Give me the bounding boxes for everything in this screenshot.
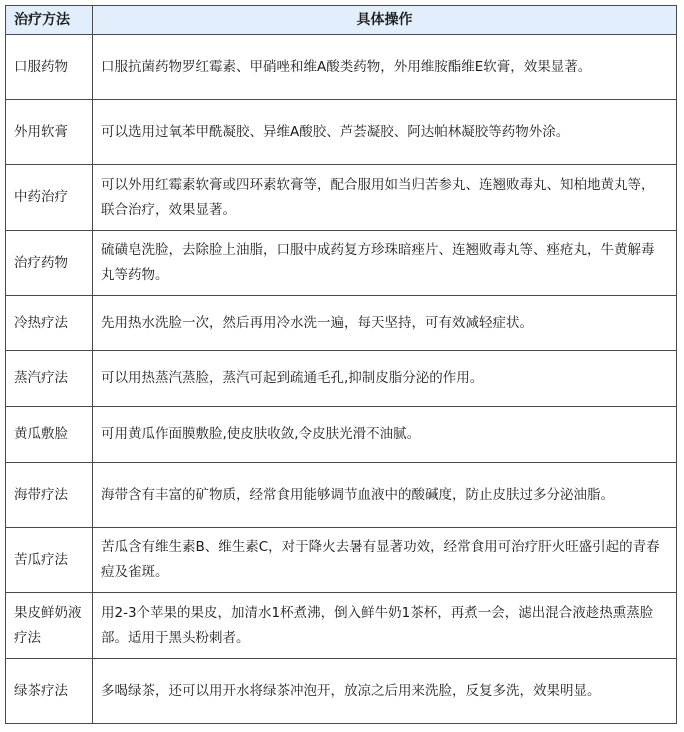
table-row — [6, 528, 677, 593]
table-row — [6, 100, 677, 165]
row-detail: 可以用热蒸汽蒸脸，蒸汽可起到疏通毛孔,抑制皮脂分泌的作用。 — [93, 351, 677, 407]
row-method: 冷热疗法 — [6, 296, 93, 351]
row-detail: 用2-3个苹果的果皮，加清水1杯煮沸，倒入鲜牛奶1茶杯，再煮一会，滤出混合液趁热熏蒸脸部。适用于黑头粉刺者。 — [93, 593, 677, 659]
row-method: 治疗药物 — [6, 231, 93, 296]
table-row — [6, 351, 677, 407]
row-detail: 可以选用过氧苯甲酰凝胶、异维A酸胶、芦荟凝胶、阿达帕林凝胶等药物外涂。 — [93, 100, 677, 165]
row-method: 黄瓜敷脸 — [6, 407, 93, 463]
row-method: 苦瓜疗法 — [6, 528, 93, 593]
row-detail: 硫磺皂洗脸，去除脸上油脂，口服中成药复方珍珠暗痤片、连翘败毒丸等、痤疮丸，牛黄解毒丸等药物。 — [93, 231, 677, 296]
table-row — [6, 231, 677, 296]
row-detail: 可用黄瓜作面膜敷脸,使皮肤收敛,令皮肤光滑不油腻。 — [93, 407, 677, 463]
header-method: 治疗方法 — [6, 6, 93, 35]
header-row — [6, 6, 677, 35]
row-detail: 先用热水洗脸一次，然后再用冷水洗一遍，每天坚持，可有效减轻症状。 — [93, 296, 677, 351]
row-method: 外用软膏 — [6, 100, 93, 165]
row-method: 蒸汽疗法 — [6, 351, 93, 407]
row-method: 海带疗法 — [6, 463, 93, 528]
row-detail: 苦瓜含有维生素B、维生素C，对于降火去暑有显著功效，经常食用可治疗肝火旺盛引起的青春痘及雀斑。 — [93, 528, 677, 593]
row-detail: 多喝绿茶，还可以用开水将绿茶冲泡开，放凉之后用来洗脸，反复多洗，效果明显。 — [93, 659, 677, 724]
row-method: 中药治疗 — [6, 165, 93, 231]
table-row — [6, 463, 677, 528]
row-method: 果皮鲜奶液疗法 — [6, 593, 93, 659]
row-method: 绿茶疗法 — [6, 659, 93, 724]
table-row — [6, 296, 677, 351]
table-row — [6, 165, 677, 231]
table-row — [6, 659, 677, 724]
row-detail: 可以外用红霉素软膏或四环素软膏等，配合服用如当归苦参丸、连翘败毒丸、知柏地黄丸等，联合治疗，效果显著。 — [93, 165, 677, 231]
treatment-table — [5, 5, 677, 724]
table-row — [6, 407, 677, 463]
row-detail: 口服抗菌药物罗红霉素、甲硝唑和维A酸类药物，外用维胺酯维E软膏，效果显著。 — [93, 35, 677, 100]
row-detail: 海带含有丰富的矿物质，经常食用能够调节血液中的酸碱度，防止皮肤过多分泌油脂。 — [93, 463, 677, 528]
table-row — [6, 35, 677, 100]
table-row — [6, 593, 677, 659]
row-method: 口服药物 — [6, 35, 93, 100]
header-operation: 具体操作 — [93, 6, 677, 35]
